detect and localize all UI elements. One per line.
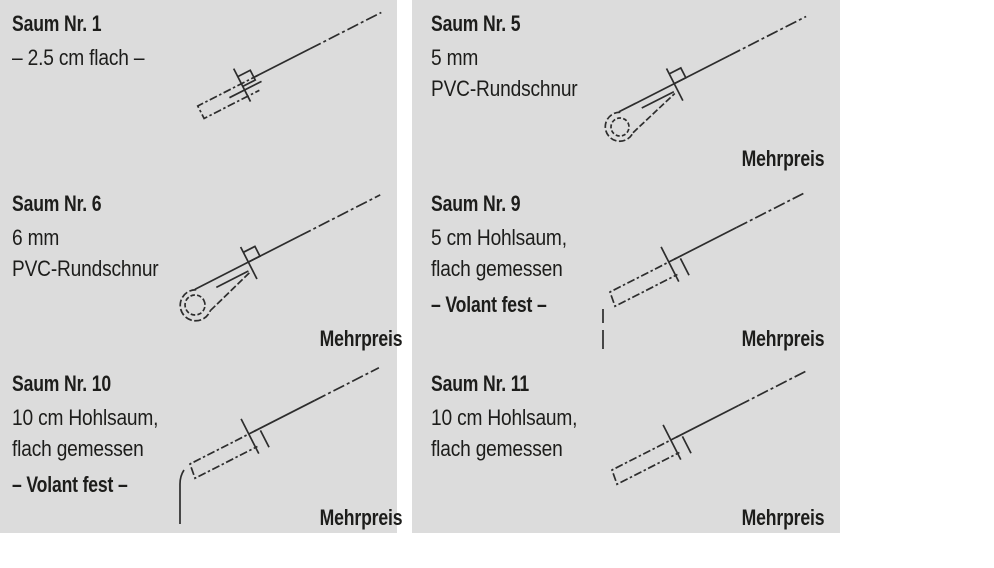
measure-tick <box>661 247 679 282</box>
surcharge-label: Mehrpreis <box>741 326 824 351</box>
fabric-line-dashed <box>739 370 808 405</box>
measure-tick-short <box>680 258 689 275</box>
panel-title: Saum Nr. 1 <box>12 11 102 36</box>
cord-circle <box>182 292 209 319</box>
measure-tick-short <box>682 436 691 453</box>
measure-tick <box>241 419 259 454</box>
fabric-line-dashed <box>729 16 806 55</box>
panel-detail-line: 10 cm Hohlsaum, <box>12 405 159 430</box>
panel-detail-line: flach gemessen <box>431 436 563 461</box>
panel-detail-line: 5 mm <box>431 45 479 70</box>
panel-note: – Volant fest – <box>431 292 547 317</box>
panel-detail-line: flach gemessen <box>431 256 563 281</box>
fabric-line-dashed <box>300 195 380 236</box>
hem-underside <box>203 273 257 311</box>
left-column <box>0 0 402 533</box>
hem-underside <box>626 93 682 132</box>
cord-circle <box>608 115 632 139</box>
panel-detail-line: PVC-Rundschnur <box>12 256 159 281</box>
volant-line <box>180 470 184 524</box>
surcharge-label: Mehrpreis <box>319 505 402 530</box>
panel-saum-6 <box>0 180 402 360</box>
fabric-line-dashed <box>310 12 381 48</box>
panel-detail-line: – 2.5 cm flach – <box>12 45 145 70</box>
fabric-inner-edge <box>216 271 248 287</box>
hem-loop <box>600 110 634 147</box>
panel-detail-line: PVC-Rundschnur <box>431 76 578 101</box>
panel-detail-line: flach gemessen <box>12 436 144 461</box>
panel-title: Saum Nr. 6 <box>12 191 102 216</box>
fabric-line-dashed <box>315 368 379 401</box>
panel-saum-9 <box>412 180 840 360</box>
fabric-line <box>255 49 310 77</box>
measure-tick-short <box>260 430 269 447</box>
panel-detail-line: 5 cm Hohlsaum, <box>431 225 567 250</box>
measure-flag <box>243 246 260 262</box>
surcharge-label: Mehrpreis <box>319 326 402 351</box>
panel-detail-line: 10 cm Hohlsaum, <box>431 405 578 430</box>
fabric-line-dashed <box>737 193 805 228</box>
panel-title: Saum Nr. 9 <box>431 191 521 216</box>
panel-saum-1 <box>0 0 397 180</box>
fabric-line <box>674 228 736 260</box>
hem-loop <box>175 287 212 326</box>
surcharge-label: Mehrpreis <box>741 146 824 171</box>
panel-saum-10 <box>0 360 402 533</box>
fabric-inner-edge <box>229 81 261 97</box>
panel-note: – Volant fest – <box>12 472 128 497</box>
panel-saum-11 <box>412 360 840 533</box>
panel-title: Saum Nr. 10 <box>12 371 112 396</box>
measure-flag <box>669 68 686 84</box>
surcharge-label: Mehrpreis <box>741 505 824 530</box>
panel-title: Saum Nr. 5 <box>431 11 521 36</box>
panel-detail-line: 6 mm <box>12 225 60 250</box>
panel-saum-5 <box>412 0 840 180</box>
fabric-line <box>195 236 300 290</box>
right-column <box>412 0 840 533</box>
fabric-line <box>254 400 315 431</box>
fabric-line <box>676 406 738 438</box>
panel-title: Saum Nr. 11 <box>431 371 530 396</box>
measure-tick <box>663 425 681 460</box>
